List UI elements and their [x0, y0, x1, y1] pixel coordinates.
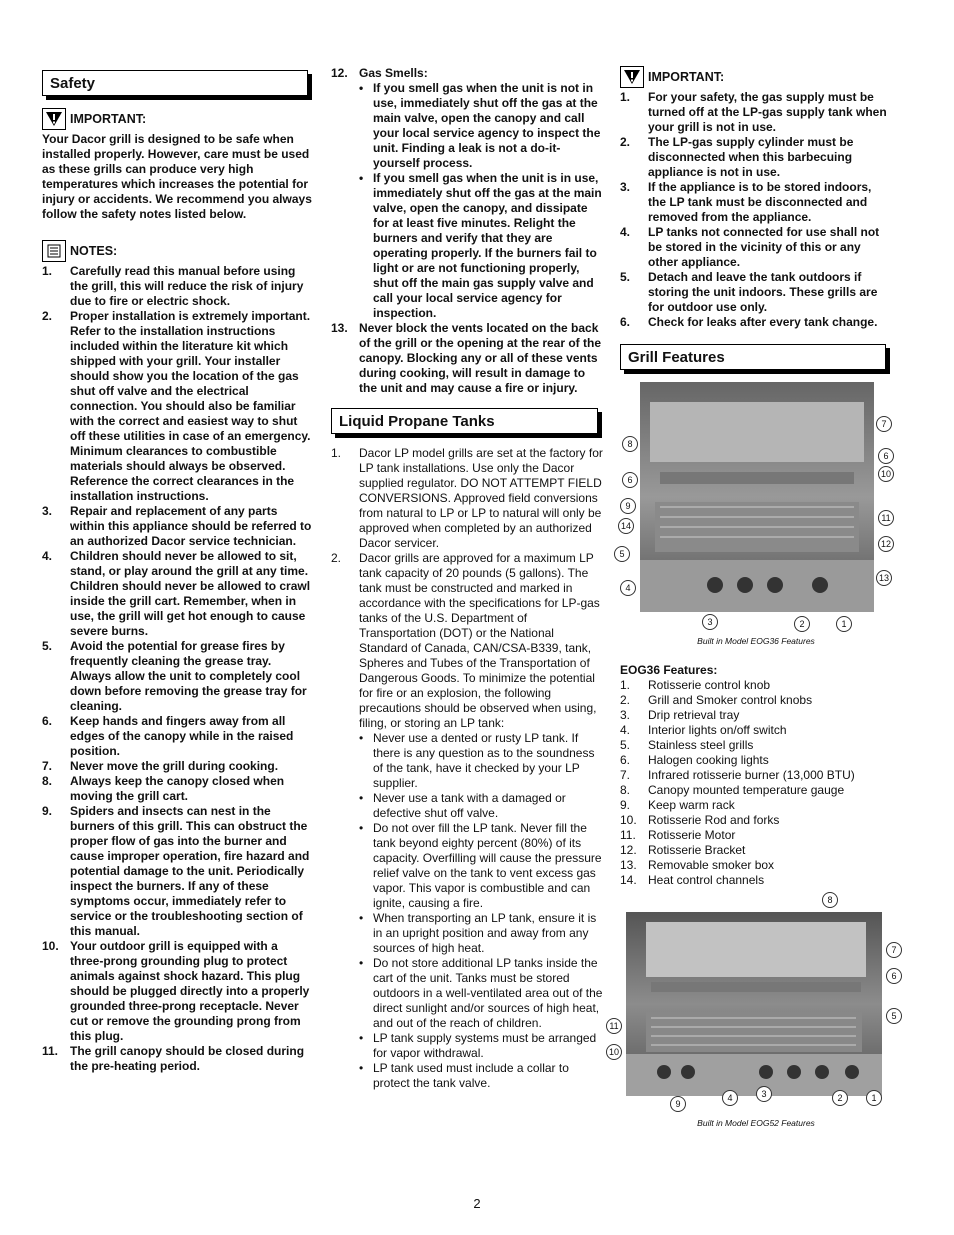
- list-item: 4. Children should never be allowed to sit, stand, or play around the grill at any time. Children should never be allowed to crawl inside the grill cart. Remember, when in use, the grill will get hot enough to cause severe burns.: [42, 549, 311, 638]
- notes-label-row: [42, 240, 314, 262]
- callout: 9: [620, 498, 636, 514]
- callout: 6: [878, 448, 894, 464]
- list-item: 2. Dacor grills are approved for a maximum LP tank capacity of 20 pounds (5 gallons). The tank must be constructed and marked in accordance with the specifications for LP-gas tanks of the U.S. Department of Transportation (DOT) or the National Standard of Canada, CAN/CSA-B339, tank, Spheres and Tubes of the Transportation of Dangerous Goods. To minimize the potential for fire or an explosion, the following precautions should be observed when using, filing, or storing an LP tank:: [331, 551, 600, 730]
- safety-heading: Safety: [50, 75, 96, 92]
- list-item: 6. Check for leaks after every tank change.: [620, 315, 878, 329]
- list-item: 8. Always keep the canopy closed when moving the grill cart.: [42, 774, 285, 803]
- list-item: 14. Heat control channels: [620, 873, 765, 887]
- callout: 2: [832, 1090, 848, 1106]
- eog52-photo-figure: [608, 892, 897, 1114]
- eog52-caption: Built in Model EOG52 Features: [697, 1118, 815, 1128]
- column-middle: [331, 66, 604, 1091]
- list-item: 3. Repair and replacement of any parts within this appliance should be referred to an authorized Dacor service technician.: [42, 504, 312, 548]
- callout: 8: [622, 436, 638, 452]
- important2-list: [620, 90, 892, 330]
- list-item: 2. The LP-gas supply cylinder must be disconnected when this barbecuing appliance is not in use.: [620, 135, 854, 179]
- callout: 5: [886, 1008, 902, 1024]
- features-section-header: [620, 344, 892, 374]
- bullet-item: • LP tank used must include a collar to protect the tank valve.: [359, 1061, 604, 1091]
- eog36-list-title: EOG36 Features:: [620, 663, 718, 677]
- notes-icon: [42, 240, 66, 262]
- important-label: IMPORTANT:: [70, 111, 147, 126]
- lp-bullets: [331, 731, 604, 1091]
- list-item: 8. Canopy mounted temperature gauge: [620, 783, 845, 797]
- notes-label: NOTES:: [70, 243, 118, 258]
- list-item: 4. Interior lights on/off switch: [620, 723, 787, 737]
- callout: 5: [614, 546, 630, 562]
- list-item: 5. Avoid the potential for grease fires by frequently cleaning the grease tray. Always allow the unit to completely cool down before removing the grease tray for cleaning.: [42, 639, 307, 713]
- lp-list: [331, 446, 604, 731]
- callout: 10: [878, 466, 894, 482]
- list-item: 13. Never block the vents located on the back of the grill or the opening at the rear of the canopy. Blocking any or all of these vents during cooking, will result in damage to the unit and may cause a fire or injury.: [331, 321, 602, 395]
- list-item: 1. Dacor LP model grills are set at the factory for LP tank installations. Use only the Dacor supplied regulator. DO NOT ATTEMPT FIELD CONVERSIONS. Approved field conversions from natural to LP or LP to natural will only be approved when completed by an authorized Dacor servicer.: [331, 446, 603, 550]
- callout: 6: [886, 968, 902, 984]
- callout: 3: [702, 614, 718, 630]
- callout: 7: [886, 942, 902, 958]
- list-item: 1. For your safety, the gas supply must be turned off at the LP-gas supply tank when your grill is not in use.: [620, 90, 887, 134]
- eog36-caption: Built in Model EOG36 Features: [697, 636, 815, 646]
- eog52-grill-photo: [626, 912, 882, 1096]
- list-item: 6. Halogen cooking lights: [620, 753, 769, 767]
- features-heading: Grill Features: [628, 349, 725, 366]
- eog36-photo-figure: [620, 382, 892, 632]
- list-item: 11. The grill canopy should be closed during the pre-heating period.: [42, 1044, 305, 1073]
- callout: 9: [670, 1096, 686, 1112]
- column-left: [42, 66, 314, 1074]
- callout: 2: [794, 616, 810, 632]
- list-item: 3. If the appliance is to be stored indoors, the LP tank must be disconnected and removed from the appliance.: [620, 180, 872, 224]
- list-item: 5. Stainless steel grills: [620, 738, 754, 752]
- callout: 7: [876, 416, 892, 432]
- callout: 12: [878, 536, 894, 552]
- list-item: 1. Carefully read this manual before using the grill, this will reduce the risk of injury due to fire or electric shock.: [42, 264, 304, 308]
- callout: 3: [756, 1086, 772, 1102]
- important2-label: IMPORTANT:: [648, 69, 725, 84]
- list-item: 3. Drip retrieval tray: [620, 708, 740, 722]
- callout: 4: [620, 580, 636, 596]
- column-right: [608, 66, 897, 1131]
- bullet-item: • Do not store additional LP tanks inside the cart of the unit. Tanks must be stored outdoors in a well-ventilated area out of the direct sunlight and/or sources of high heat, and out of the reach of children.: [359, 956, 604, 1031]
- list-item: 4. LP tanks not connected for use shall not be stored in the vicinity of this or any other appliance.: [620, 225, 880, 269]
- callout: 6: [622, 472, 638, 488]
- list-item: 11. Rotisserie Motor: [620, 828, 736, 842]
- callout: 10: [606, 1044, 622, 1060]
- lp-section-header: [331, 408, 604, 438]
- gas-smells-label: Gas Smells:: [359, 66, 428, 80]
- bullet-item: • LP tank supply systems must be arranged for vapor withdrawal.: [359, 1031, 604, 1061]
- callout: 8: [822, 892, 838, 908]
- gas-smells-bullets: [359, 81, 604, 321]
- lp-heading: Liquid Propane Tanks: [339, 413, 495, 430]
- list-item: 2. Grill and Smoker control knobs: [620, 693, 813, 707]
- eog36-features-list: [620, 678, 892, 888]
- safety-notes-list: [42, 264, 314, 1074]
- safety-section-header: [42, 70, 314, 100]
- list-item: 13. Removable smoker box: [620, 858, 775, 872]
- callout: 11: [606, 1018, 622, 1034]
- eog36-grill-photo: [640, 382, 874, 612]
- list-item: 10. Your outdoor grill is equipped with a three-prong grounding plug to protect animals against shock hazard. This plug should be plugged directly into a properly grounded three-prong receptacle. Never cut or remove the grounding prong from this plug.: [42, 939, 310, 1043]
- bullet-item: • Never use a dented or rusty LP tank. If there is any question as to the soundness of the tank, have it checked by your LP supplier.: [359, 731, 604, 791]
- callout: 1: [836, 616, 852, 632]
- callout: 4: [722, 1090, 738, 1106]
- warning-icon: [42, 108, 66, 130]
- important2-label-row: [620, 66, 892, 88]
- callout: 13: [876, 570, 892, 586]
- important-label-row: [42, 108, 314, 130]
- list-item: 12. Rotisserie Bracket: [620, 843, 746, 857]
- list-item: 5. Detach and leave the tank outdoors if storing the unit indoors. These grills are for outdoor use only.: [620, 270, 878, 314]
- bullet-item: • Never use a tank with a damaged or defective shut off valve.: [359, 791, 604, 821]
- callout: 14: [618, 518, 634, 534]
- callout: 11: [878, 510, 894, 526]
- bullet-item: • When transporting an LP tank, ensure it is in an upright position and away from any sources of high heat.: [359, 911, 604, 956]
- list-item: 7. Infrared rotisserie burner (13,000 BTU): [620, 768, 855, 782]
- bullet-item: • If you smell gas when the unit is not in use, immediately shut off the gas at the main valve, open the canopy and call your local service agency to inspect the unit. Finding a leak is not a do-it-yourself process.: [359, 81, 604, 171]
- page-number: 2: [473, 1196, 481, 1211]
- list-item: 12. Gas Smells: • If you smell gas when the unit is not in use, immediately shut off the gas at the main valve, open the canopy and call your local service agency to inspect the unit. Finding a leak is not a do-it-yourself process. • If you smell gas when the unit is in use, immediately shut off the gas at the main valve, open the canopy, and dissipate for at least five minutes. Relight the burners and verify that they are operating properly. If the burners fail to light or are not functioning properly, shut off the main gas supply valve and call your local service agency for inspection.: [331, 66, 604, 321]
- list-item: 7. Never move the grill during cooking.: [42, 759, 279, 773]
- bullet-item: • If you smell gas when the unit is in use, immediately shut off the gas at the main valve, open the canopy, and dissipate for at least five minutes. Relight the burners and verify that they are operating properly. If the burners fail to light or are not functioning properly, shut off the main gas supply valve and call your local service agency for inspection.: [359, 171, 604, 321]
- callout: 1: [866, 1090, 882, 1106]
- list-item: 9. Spiders and insects can nest in the burners of this grill. This can obstruct the proper flow of gas into the burner and cause improper operation, fire hazard and potential damage to the unit. Periodically inspect the burners. If any of these symptoms occur, immediately refer to service or the troubleshooting section of this manual.: [42, 804, 310, 938]
- list-item: 1. Rotisserie control knob: [620, 678, 771, 692]
- list-item: 9. Keep warm rack: [620, 798, 735, 812]
- gas-smells-list: [331, 66, 604, 396]
- warning-icon: [620, 66, 644, 88]
- list-item: 6. Keep hands and fingers away from all edges of the canopy while in the raised position.: [42, 714, 294, 758]
- list-item: 10. Rotisserie Rod and forks: [620, 813, 780, 827]
- safety-intro: Your Dacor grill is designed to be safe when installed properly. However, care must be used as these grills can produce very high temperatures which increases the potential for injury or accidents. We recommend you always follow the safety notes listed below.: [42, 132, 312, 221]
- list-item: 2. Proper installation is extremely important. Refer to the installation instructions included within the literature kit which shipped with your grill. Your installer should show you the location of the gas shut off valve and the electrical connection. You should also be familiar with the correct and easiest way to shut off these utilities in case of an emergency. Minimum clearances to combustible materials should always be observed. Reference the correct clearances in the installation instructions.: [42, 309, 311, 503]
- bullet-item: • Do not over fill the LP tank. Never fill the tank beyond eighty percent (80%) of its capacity. Overfilling will cause the pressure relief valve on the tank to vent excess gas vapor. This vapor is combustible and can ignite, causing a fire.: [359, 821, 604, 911]
